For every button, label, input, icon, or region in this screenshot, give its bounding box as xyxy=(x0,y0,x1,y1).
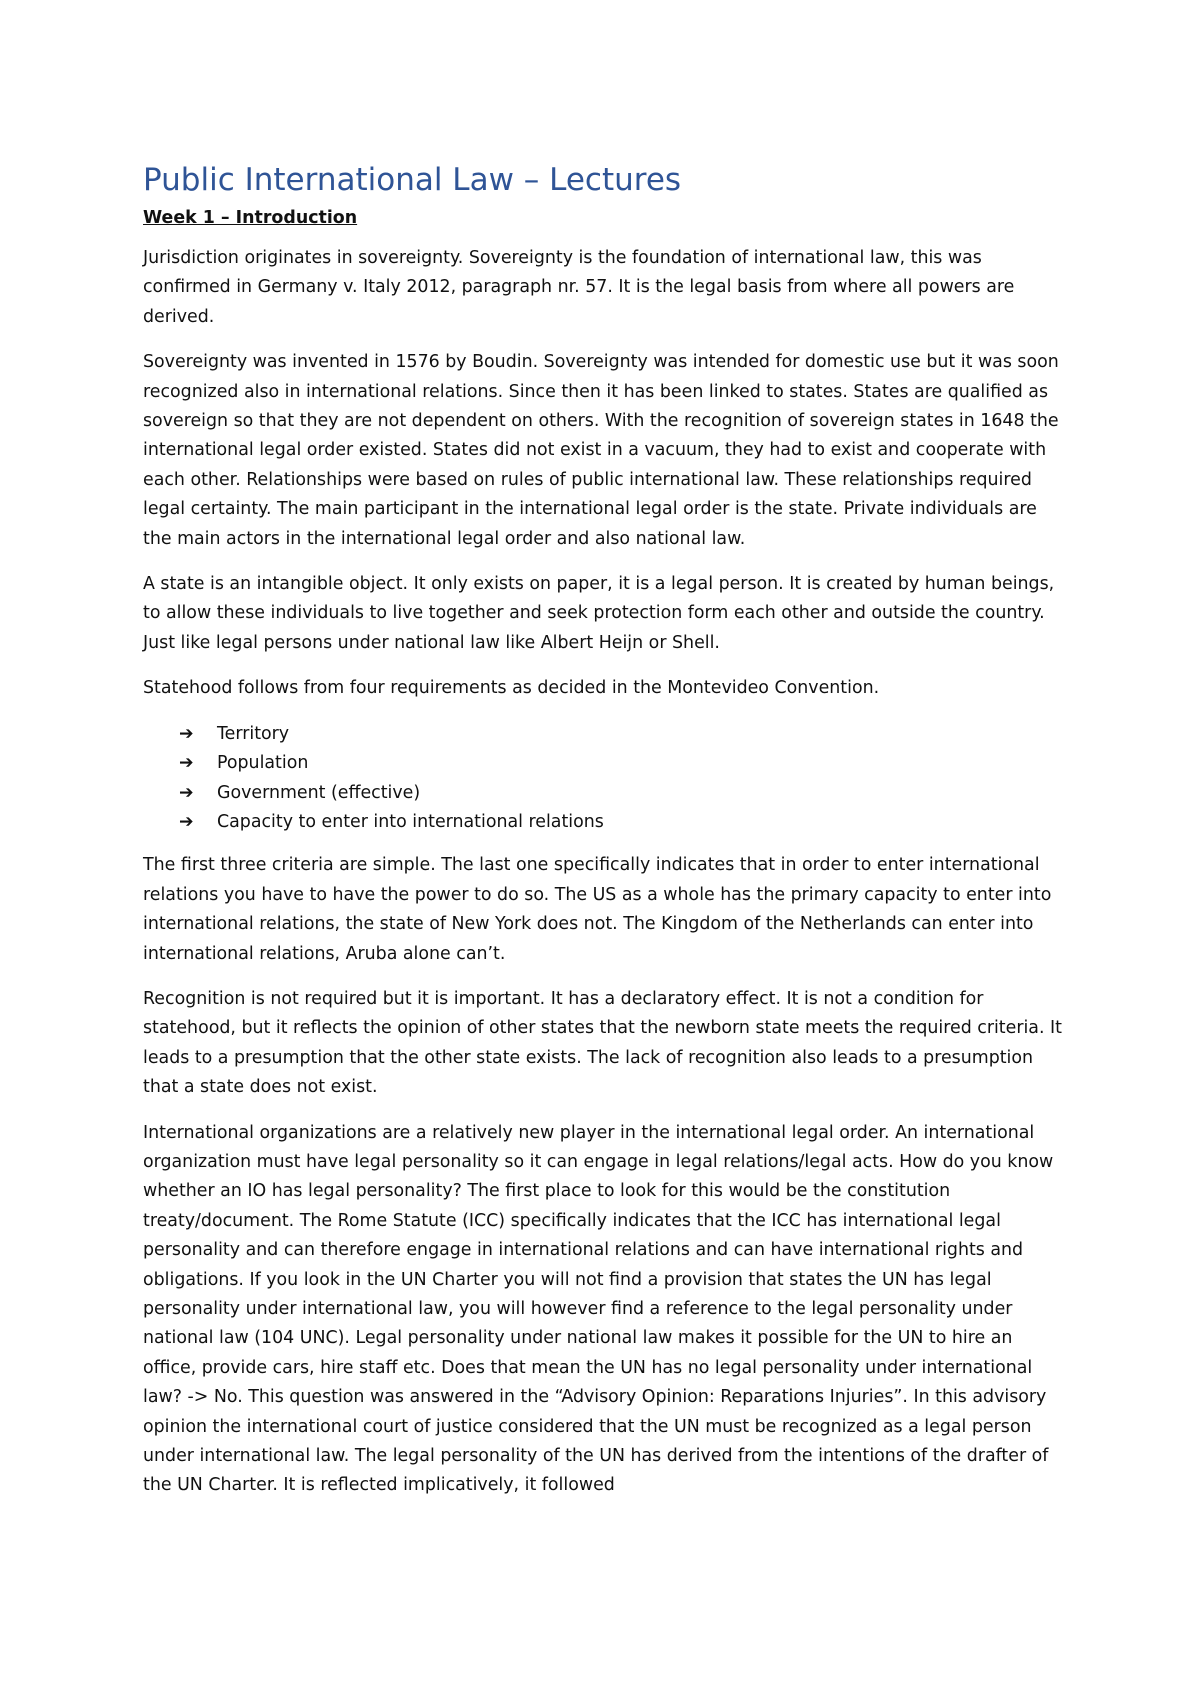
list-item xyxy=(179,720,1063,749)
paragraph: International organizations are a relatively new player in the international legal order. An international organization must have legal personality so it can engage in legal relations/legal acts. How do you know whether an IO has legal personality? The first place to look for this would be the constitution treaty/document. The Rome Statute (ICC) specifically indicates that the ICC has international legal personality and can therefore engage in international relations and can have international rights and obligations. If you look in the UN Charter you will not find a provision that states the UN has legal personality under international law, you will however find a reference to the legal personality under national law (104 UNC). Legal personality under national law makes it possible for the UN to hire an office, provide cars, hire staff etc. Does that mean the UN has no legal personality under international law? -> No. This question was answered in the “Advisory Opinion: Reparations Injuries”. In this advisory opinion the international court of justice considered that the UN must be recognized as a legal person under international law. The legal personality of the UN has derived from the intentions of the drafter of the UN Charter. It is reflected implicatively, it followed xyxy=(143,1122,1054,1496)
paragraph: Recognition is not required but it is important. It has a declaratory effect. It is not a condition for statehood, but it reflects the opinion of other states that the newborn state meets the required criteria. It leads to a presumption that the other state exists. The lack of recognition also leads to a presumption that a state does not exist. xyxy=(143,988,1062,1098)
paragraph: The first three criteria are simple. The last one specifically indicates that in order to enter international relations you have to have the power to do so. The US as a whole has the primary capacity to enter into international relations, the state of New York does not. The Kingdom of the Netherlands can enter into international relations, Aruba alone can’t. xyxy=(143,855,1052,964)
list-item-label: Government (effective) xyxy=(217,782,421,803)
paragraph: A state is an intangible object. It only exists on paper, it is a legal person. It is created by human beings, to allow these individuals to live together and seek protection form each other and outside the country. Just like legal persons under national law like Albert Heijn or Shell. xyxy=(143,574,1055,653)
list-item-label: Territory xyxy=(217,723,290,744)
list-item xyxy=(179,808,1063,837)
list-item xyxy=(179,749,1063,778)
arrow-right-icon: ➔ xyxy=(179,723,194,744)
list-item-label: Capacity to enter into international relations xyxy=(217,811,604,832)
document-title: Public International Law – Lectures xyxy=(143,162,682,198)
arrow-right-icon: ➔ xyxy=(179,753,194,774)
document-body xyxy=(143,160,1063,1517)
paragraph: Jurisdiction originates in sovereignty. Sovereignty is the foundation of international law, this was confirmed in Germany v. Italy 2012, paragraph nr. 57. It is the legal basis from where all powers are derived. xyxy=(143,248,1015,327)
paragraph: Statehood follows from four requirements as decided in the Montevideo Convention. xyxy=(143,678,880,699)
arrow-right-icon: ➔ xyxy=(179,811,194,832)
list-item-label: Population xyxy=(217,753,309,774)
arrow-right-icon: ➔ xyxy=(179,782,194,803)
paragraph: Sovereignty was invented in 1576 by Boudin. Sovereignty was intended for domestic use but it was soon recognized also in international relations. Since then it has been linked to states. States are qualified as sovereign so that they are not dependent on others. With the recognition of sovereign states in 1648 the international legal order existed. States did not exist in a vacuum, they had to exist and cooperate with each other. Relationships were based on rules of public international law. These relationships required legal certainty. The main participant in the international legal order is the state. Private individuals are the main actors in the international legal order and also national law. xyxy=(143,352,1059,549)
list-item xyxy=(179,779,1063,808)
section-heading: Week 1 – Introduction xyxy=(143,208,358,228)
requirements-list xyxy=(143,720,1063,838)
